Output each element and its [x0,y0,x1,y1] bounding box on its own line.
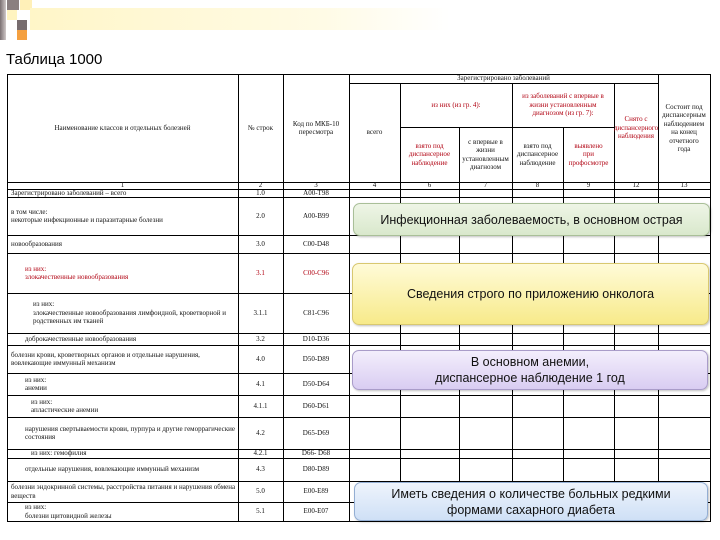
data-cell [563,458,615,482]
data-cell [400,235,460,254]
data-cell [563,395,615,418]
row-code: D50-D64 [283,373,350,396]
header-code: Код по МКБ-10 пересмотра [283,74,350,183]
row-code: C81-C96 [283,293,350,334]
row-code: E00-E07 [283,502,350,522]
row-number: 4.0 [238,345,284,374]
header-name: Наименование классов и отдельных болезней [7,74,239,183]
data-cell [400,417,460,450]
data-cell [349,417,401,450]
page-title: Таблица 1000 [6,51,103,68]
header-total: всего [349,83,401,183]
column-number: 12 [614,182,659,190]
data-cell [349,235,401,254]
data-cell [614,417,659,450]
callout-oncology: Сведения строго по приложению онколога [352,263,709,325]
data-cell [400,458,460,482]
row-code: A00-B99 [283,197,350,236]
row-number: 4.1.1 [238,395,284,418]
data-cell [614,458,659,482]
data-cell [512,417,564,450]
row-number: 4.3 [238,458,284,482]
row-name: из них: гемофилия [7,449,239,459]
header-under-obs: Состоит под диспансерным наблюдением на конец отчетного года [658,74,711,183]
row-code: C00-D48 [283,235,350,254]
column-number: 1 [7,182,239,190]
row-code: D65-D69 [283,417,350,450]
data-cell [512,395,564,418]
column-number: 4 [349,182,401,190]
row-name: болезни крови, кроветворных органов и отдельные нарушения, вовлекающие иммунный механизм [7,345,239,374]
data-cell [459,417,513,450]
data-cell [658,235,711,254]
column-number: 8 [512,182,564,190]
row-code: D66- D68 [283,449,350,459]
row-number: 3.2 [238,333,284,346]
data-cell [512,458,564,482]
data-cell [563,417,615,450]
row-name: из них: злокачественные новообразования [7,253,239,294]
row-number: 1.0 [238,189,284,198]
row-name: болезни эндокринной системы, расстройства питания и нарушения обмена веществ [7,481,239,503]
row-code: A00-T98 [283,189,350,198]
header-first-time: с впервые в жизни установленным диагнозом [459,127,513,183]
row-code: D50-D89 [283,345,350,374]
data-cell [349,458,401,482]
data-cell [614,235,659,254]
data-cell [512,235,564,254]
header-registered: Зарегистрировано заболеваний [349,74,659,84]
row-code: E00-E89 [283,481,350,503]
row-code: D10-D36 [283,333,350,346]
data-cell [658,395,711,418]
data-cell [400,395,460,418]
row-name: отдельные нарушения, вовлекающие иммунный механизм [7,458,239,482]
row-name: доброкачественные новообразования [7,333,239,346]
column-number: 3 [283,182,350,190]
row-name: в том числе: некоторые инфекционные и паразитарные болезни [7,197,239,236]
header-taken-dispensary: взято под диспансерное наблюдение [400,127,460,183]
header-first-time-group: из заболеваний с впервые в жизни установленным диагнозом (из гр. 7): [512,83,615,128]
data-cell [349,395,401,418]
data-cell [459,458,513,482]
row-code: D80-D89 [283,458,350,482]
column-number: 9 [563,182,615,190]
row-number: 3.0 [238,235,284,254]
header-removed: Снято с диспансерного наблюдения [614,74,659,183]
row-number: 4.2 [238,417,284,450]
callout-anemia: В основном анемии, диспансерное наблюдение 1 год [352,350,708,390]
row-number: 4.1 [238,373,284,396]
row-number: 2.0 [238,197,284,236]
header-found-checkup: выявлено при профосмотре [563,127,615,183]
row-number: 5.1 [238,502,284,522]
column-number: 6 [400,182,460,190]
data-cell [459,235,513,254]
header-row-no: № строк [238,74,284,183]
row-name: из них: апластические анемии [7,395,239,418]
row-name: из них: анемии [7,373,239,396]
data-cell [563,235,615,254]
callout-infectious: Инфекционная заболеваемость, в основном острая [353,203,710,236]
row-name: нарушения свертываемости крови, пурпура и другие геморрагические состояния [7,417,239,450]
column-number: 13 [658,182,711,190]
data-cell [614,395,659,418]
row-number: 5.0 [238,481,284,503]
row-code: C00-C96 [283,253,350,294]
header-taken-dispensary-2: взято под диспансерное наблюдение [512,127,564,183]
callout-diabetes: Иметь сведения о количестве больных редкими формами сахарного диабета [354,482,708,521]
data-cell [459,395,513,418]
row-name: из них: болезни щитовидной железы [7,502,239,522]
row-code: D60-D61 [283,395,350,418]
row-number: 4.2.1 [238,449,284,459]
column-number: 2 [238,182,284,190]
data-cell [658,458,711,482]
row-name: Зарегистрировано заболеваний – всего [7,189,239,198]
header-of-them: из них (из гр. 4): [400,83,513,128]
row-number: 3.1.1 [238,293,284,334]
row-name: новообразования [7,235,239,254]
row-number: 3.1 [238,253,284,294]
data-cell [658,417,711,450]
row-name: из них: злокачественные новообразования лимфоидной, кроветворной и родственных им тканей [7,293,239,334]
column-number: 7 [459,182,513,190]
